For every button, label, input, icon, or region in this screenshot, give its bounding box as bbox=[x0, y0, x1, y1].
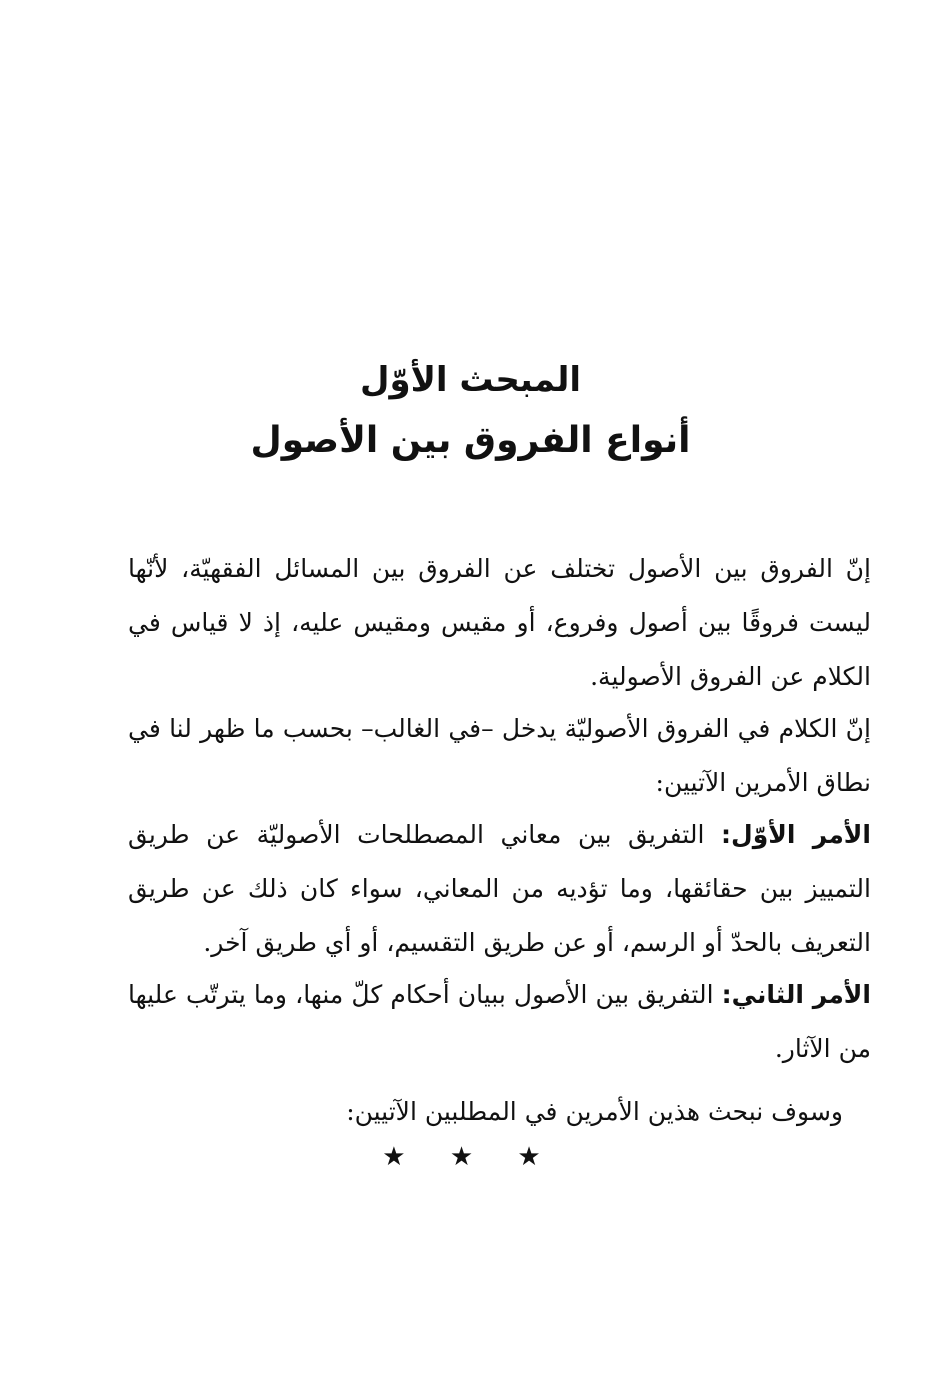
paragraph-first-matter bbox=[128, 808, 871, 970]
section-subtitle: أنواع الفروق بين الأصول bbox=[250, 420, 691, 461]
second-matter-text: التفريق بين الأصول ببيان أحكام كلّ منها، وما يترتّب عليها من الآثار. bbox=[128, 980, 871, 1063]
section-title: المبحث الأوّل bbox=[359, 360, 582, 400]
paragraph-scope: إنّ الكلام في الفروق الأصوليّة يدخل –في الغالب– بحسب ما ظهر لنا في نطاق الأمرين الآتيين: bbox=[128, 714, 871, 797]
second-matter-label: الأمر الثاني: bbox=[721, 980, 871, 1009]
paragraph-closing: وسوف نبحث هذين الأمرين في المطلبين الآتيين: bbox=[346, 1097, 843, 1126]
paragraph-second-matter bbox=[128, 968, 871, 1076]
star-ornament: ★ ★ ★ bbox=[382, 1142, 559, 1172]
paragraph-intro: إنّ الفروق بين الأصول تختلف عن الفروق بين المسائل الفقهيّة، لأنّها ليست فروقًا بين أصول وفروع، أو مقيس ومقيس عليه، إذ لا قياس في الكلام عن الفروق الأصولية. bbox=[128, 554, 871, 691]
first-matter-label: الأمر الأوّل: bbox=[721, 820, 871, 849]
first-matter-text: التفريق بين معاني المصطلحات الأصوليّة عن طريق التمييز بين حقائقها، وما تؤديه من المعاني، سواء كان ذلك عن طريق التعريف بالحدّ أو الرسم، أو عن طريق التقسيم، أو أي طريق آخر. bbox=[128, 820, 871, 957]
